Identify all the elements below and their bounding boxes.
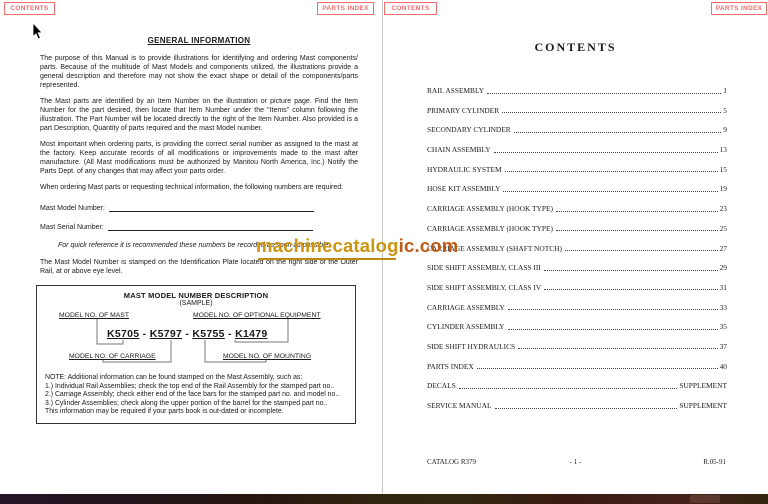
toc-entry-label: RAIL ASSEMBLY	[427, 86, 485, 95]
label-model-no-of-mounting: MODEL NO. OF MOUNTING	[223, 353, 312, 361]
toc-entry[interactable]	[427, 107, 727, 115]
watermark-link[interactable]	[256, 235, 458, 257]
toc-entry[interactable]	[427, 402, 727, 410]
toc-entry[interactable]	[427, 245, 727, 253]
body-paragraphs	[40, 55, 358, 193]
toc-dot-leader	[505, 171, 718, 172]
toc-entry[interactable]	[427, 87, 727, 95]
toc-entry-label: SECONDARY CYLINDER	[427, 125, 511, 135]
quick-reference-note: For quick reference it is recommended these numbers be recorded as soon as possible.	[58, 242, 331, 250]
toc-entry-page: 19	[719, 184, 727, 194]
toc-entry-page: 13	[719, 145, 727, 155]
toc-dot-leader	[556, 211, 718, 212]
toc-entry-page: 31	[719, 282, 727, 292]
note-line: This information may be required if your parts book is out-dated or incomplete.	[45, 408, 284, 416]
toc-entry-label: DECALS	[427, 381, 456, 391]
paragraph: The purpose of this Manual is to provide illustrations for identifying and ordering Mast components/ parts. Because of the multitude of Mast Models and components utilized, the illustrations provide a general description and therefore may not show the exact shape or detail of the components/parts represented.	[40, 55, 358, 89]
toc-entry-label: SIDE SHIFT ASSEMBLY, CLASS IV	[427, 282, 542, 292]
model-number: K5755	[192, 328, 225, 341]
toc-dot-leader	[459, 388, 678, 389]
toc-entry-page: 35	[719, 322, 727, 332]
toc-dot-leader	[494, 152, 718, 153]
toc-entry-label: SIDE SHIFT HYDRAULICS	[427, 341, 516, 351]
toc-dot-leader	[518, 348, 717, 349]
toc-entry-label: CHAIN ASSEMBLY	[427, 145, 491, 155]
form-fields	[40, 204, 358, 231]
toc-entry[interactable]	[427, 382, 727, 390]
toc-entry[interactable]	[427, 166, 727, 174]
toc-entry-label: SIDE SHIFT ASSEMBLY, CLASS III	[427, 263, 541, 273]
model-number-separator: -	[224, 328, 236, 341]
field-label: Mast Model Number:	[40, 205, 105, 213]
toc-entry-label: CYLINDER ASSEMBLY	[427, 322, 505, 332]
toc-entry-page: 29	[719, 263, 727, 273]
model-number-separator: -	[182, 328, 193, 341]
contents-button-left-page[interactable]: CONTENTS	[4, 2, 55, 15]
catalog-number: CATALOG R379	[427, 458, 477, 466]
toc-entry-page: 23	[719, 204, 727, 214]
mast-model-number-box	[36, 285, 356, 424]
contents-button-right-page[interactable]: CONTENTS	[384, 2, 437, 15]
toc-dot-leader	[514, 132, 722, 133]
toc-dot-leader	[477, 368, 718, 369]
parts-index-button-left-page[interactable]: PARTS INDEX	[317, 2, 374, 15]
note-line: NOTE: Additional information can be found stamped on the Mast Assembly, such as:	[45, 374, 303, 382]
model-number: K1479	[235, 328, 268, 341]
toc-entry-label: CARRIAGE ASSEMBLY (HOOK TYPE)	[427, 223, 553, 233]
toc-entry-label: CARRIAGE ASSEMBLY	[427, 302, 505, 312]
toc-dot-leader	[556, 230, 718, 231]
toc-entry[interactable]	[427, 323, 727, 331]
toc-dot-leader	[565, 250, 718, 251]
toc-entry[interactable]	[427, 185, 727, 193]
paragraph: When ordering Mast parts or requesting technical information, the following numbers are required:	[40, 184, 344, 192]
toc-entry-page: 40	[719, 361, 727, 371]
model-number: K5705	[107, 328, 140, 341]
toc-entry[interactable]	[427, 225, 727, 233]
taskbar-strip	[0, 494, 768, 504]
note-line: 2.) Carriage Assembly; check either end of the face bars for the stamped part no. and model no..	[45, 391, 340, 399]
toc-entry-label: CARRIAGE ASSEMBLY (HOOK TYPE)	[427, 204, 553, 214]
toc-dot-leader	[508, 329, 718, 330]
note-line: 1.) Individual Rail Assemblies; check the top end of the Rail Assembly for the stamped part no..	[45, 382, 335, 390]
toc-entry-page: 15	[719, 164, 727, 174]
toc-entry[interactable]	[427, 126, 727, 134]
toc-entry[interactable]	[427, 205, 727, 213]
box-title: MAST MODEL NUMBER DESCRIPTION	[123, 291, 269, 301]
toc-entry-label: HOSE KIT ASSEMBLY	[427, 184, 501, 194]
parts-index-button-right-page[interactable]: PARTS INDEX	[711, 2, 767, 15]
taskbar-button-fragment	[690, 495, 720, 503]
toc-dot-leader	[503, 191, 717, 192]
toc-dot-leader	[502, 112, 721, 113]
label-model-no-of-mast: MODEL NO. OF MAST	[59, 312, 129, 320]
paragraph: The Mast parts are identified by an Item Number on the illustration or picture page. Find the Item Number for the part desired, then locate that Item Number under the "Items" column following the illustration. The Part Number will be located directly to the right of the Item Number. Also provided is a part Description, Quantity of parts required and the mast Model number.	[40, 98, 358, 132]
toc-entry[interactable]	[427, 146, 727, 154]
watermark-text-red: ic.com	[398, 235, 459, 256]
toc-entry-page: 5	[723, 105, 727, 115]
general-information-page	[40, 36, 358, 424]
table-of-contents	[427, 87, 727, 422]
toc-entry-page: 33	[719, 302, 727, 312]
toc-dot-leader	[487, 93, 721, 94]
form-field-row	[40, 204, 358, 212]
toc-dot-leader	[544, 289, 717, 290]
toc-entry[interactable]	[427, 304, 727, 312]
model-number-diagram	[45, 309, 347, 369]
box-subtitle: (SAMPLE)	[179, 300, 213, 308]
toc-entry-page: 25	[719, 223, 727, 233]
toc-dot-leader	[508, 309, 718, 310]
toc-entry[interactable]	[427, 363, 727, 371]
toc-entry[interactable]	[427, 343, 727, 351]
toc-entry-label: HYDRAULIC SYSTEM	[427, 164, 502, 174]
toc-entry-label: PARTS INDEX	[427, 361, 474, 371]
model-number: K5797	[149, 328, 183, 341]
plate-note: The Mast Model Number is stamped on the Identification Plate located on the right side of the Outer Rail, at or above eye level.	[40, 259, 358, 276]
contents-title: CONTENTS	[534, 40, 617, 54]
toc-entry-page: 9	[723, 125, 727, 135]
toc-dot-leader	[544, 270, 718, 271]
toc-entry-label: SERVICE MANUAL	[427, 401, 492, 410]
field-blank-line	[109, 204, 314, 212]
label-model-no-of-carriage: MODEL NO. OF CARRIAGE	[69, 353, 156, 361]
toc-entry-page: SUPPLEMENT	[679, 401, 727, 410]
toc-entry-page: 1	[723, 86, 727, 95]
toc-entry[interactable]	[427, 284, 727, 292]
toc-dot-leader	[495, 408, 678, 409]
toc-entry-page: SUPPLEMENT	[679, 381, 727, 391]
page-number: - 1 -	[569, 458, 582, 466]
toc-entry-label: PRIMARY CYLINDER	[427, 105, 500, 115]
toc-entry-label: CARRIAGE ASSEMBLY (SHAFT NOTCH)	[427, 243, 562, 253]
page-title: GENERAL INFORMATION	[147, 36, 251, 45]
note-line: 3.) Cylinder Assemblies; check along the upper portion of the barrel for the stamped part no..	[45, 399, 328, 407]
field-label: Mast Serial Number:	[40, 224, 104, 232]
toc-entry[interactable]	[427, 264, 727, 272]
mouse-cursor-icon	[32, 23, 44, 40]
model-number-separator: -	[139, 328, 150, 341]
field-blank-line	[108, 223, 313, 231]
form-field-row	[40, 223, 358, 231]
model-number-line	[107, 328, 268, 340]
watermark-text-gold: machinecatalog	[256, 235, 399, 256]
box-note-lines	[45, 374, 347, 417]
label-model-no-of-optional-equipment: MODEL NO. OF OPTIONAL EQUIPMENT	[193, 312, 321, 320]
toc-entry-page: 27	[719, 243, 727, 253]
revision-number: R.05-91	[703, 458, 726, 466]
paragraph: Most important when ordering parts, is providing the correct serial number as assigned to the mast at the factory. Keep accurate records of all modifications or improvements made to the mast after manufacture. (All Mast modifications must be authorized by Manitou North America, Inc.) Notify the Parts Dept. of any changes that may affect your parts order.	[40, 141, 358, 175]
watermark-underline	[258, 258, 396, 260]
toc-entry-page: 37	[719, 341, 727, 351]
